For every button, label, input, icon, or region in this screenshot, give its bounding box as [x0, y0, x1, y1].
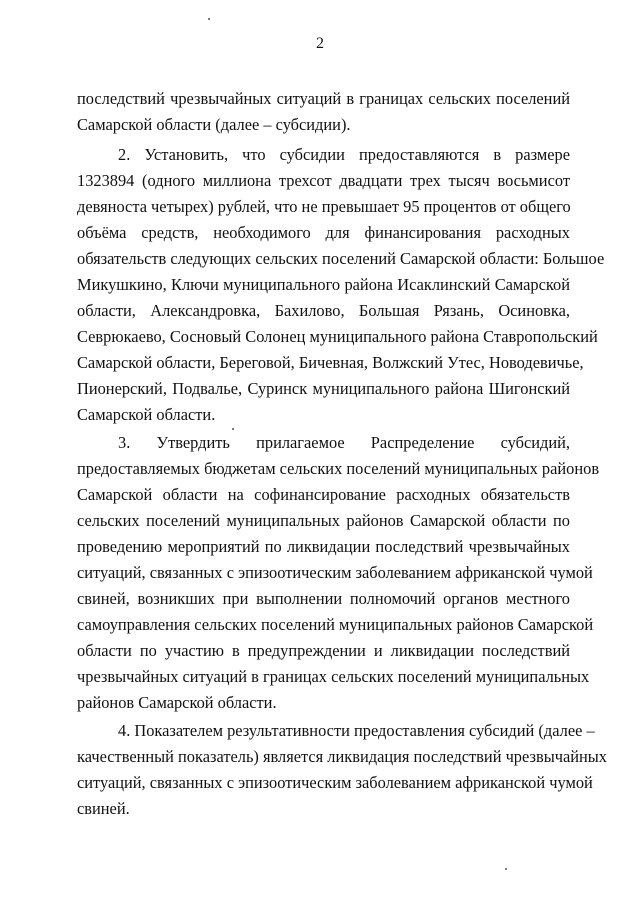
text-line: ситуаций, связанных с эпизоотическим заболеванием африканской чумой — [77, 563, 593, 582]
text-line: районов Самарской области. — [77, 693, 277, 712]
text-line: свиней. — [77, 799, 130, 818]
text-line: Севрюкаево, Сосновый Солонец муниципального района Ставропольский — [77, 327, 598, 346]
text-line: Самарской области (далее – субсидии). — [77, 115, 351, 134]
text-line: сельских поселений муниципальных районов Самарской области по — [77, 511, 570, 530]
text-line: области по участию в предупреждении и ликвидации последствий — [77, 641, 570, 660]
text-line: области, Александровка, Бахилово, Большая Рязань, Осиновка, — [77, 301, 570, 320]
text-line: 3. Утвердить прилагаемое Распределение субсидий, — [118, 433, 570, 452]
text-line: проведению мероприятий по ликвидации последствий чрезвычайных — [77, 537, 570, 556]
text-line: Самарской области на софинансирование расходных обязательств — [77, 485, 570, 504]
text-line: Самарской области, Береговой, Бичевная, Волжский Утес, Новодевичье, — [77, 353, 584, 372]
text-line: обязательств следующих сельских поселений Самарской области: Большое — [77, 249, 605, 268]
text-line: Микушкино, Ключи муниципального района Исаклинский Самарской — [77, 275, 570, 294]
text-line: качественный показатель) является ликвидация последствий чрезвычайных — [77, 747, 607, 766]
text-line: 2. Установить, что субсидии предоставляются в размере — [118, 145, 570, 164]
text-line: 4. Показателем результативности предоставления субсидий (далее – — [118, 721, 595, 740]
text-line: чрезвычайных ситуаций в границах сельских поселений муниципальных — [77, 667, 590, 686]
page-number: 2 — [316, 35, 324, 52]
text-line: свиней, возникших при выполнении полномочий органов местного — [77, 589, 570, 608]
text-line: 1323894 (одного миллиона трехсот двадцати трех тысяч восьмисот — [77, 171, 570, 190]
scan-speck — [232, 428, 234, 430]
text-line: девяноста четырех) рублей, что не превышает 95 процентов от общего — [77, 197, 571, 216]
text-line: последствий чрезвычайных ситуаций в границах сельских поселений — [77, 89, 570, 108]
text-line: ситуаций, связанных с эпизоотическим заболеванием африканской чумой — [77, 773, 593, 792]
scan-speck — [505, 868, 507, 870]
scan-speck — [208, 18, 210, 20]
text-line: предоставляемых бюджетам сельских поселений муниципальных районов — [77, 459, 600, 478]
text-line: Пионерский, Подвалье, Суринск муниципального района Шигонский — [77, 379, 570, 398]
text-line: Самарской области. — [77, 405, 216, 424]
text-line: объёма средств, необходимого для финансирования расходных — [77, 223, 570, 242]
text-line: самоуправления сельских поселений муниципальных районов Самарской — [77, 615, 594, 634]
